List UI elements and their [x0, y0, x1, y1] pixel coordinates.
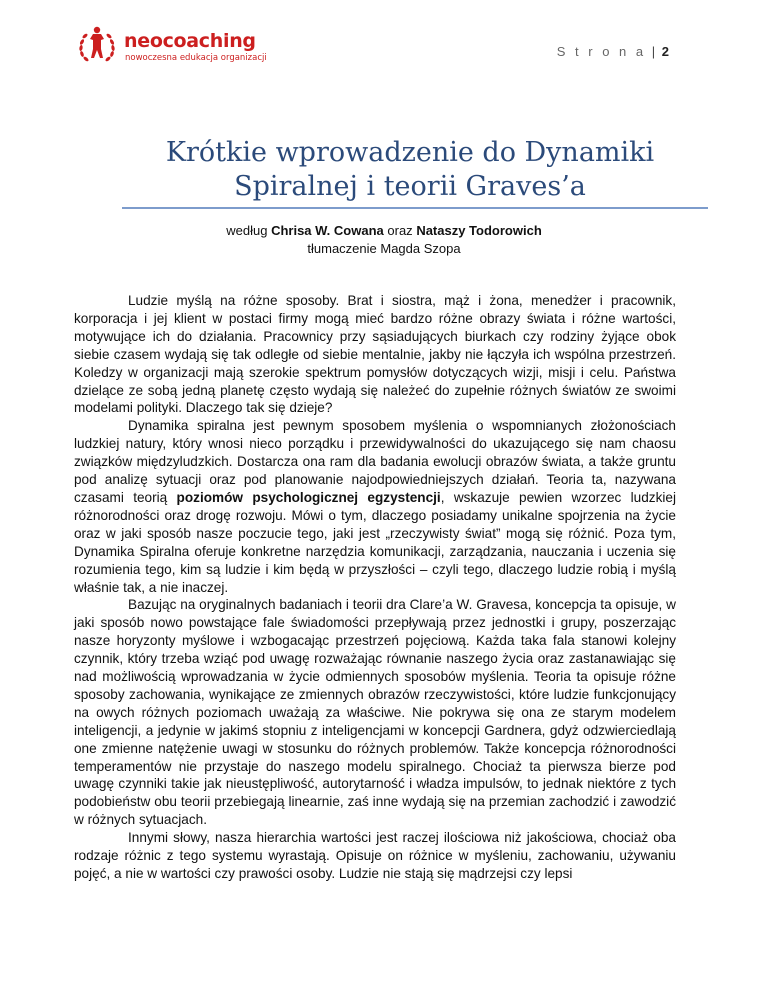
title-line-1: Krótkie wprowadzenie do Dynamiki [165, 137, 655, 168]
paragraph-2-text-a: Dynamika spiralna jest pewnym sposobem myślenia o wspomnianych złożonościach ludzkiej natury, który wnosi nieco porządku i przewidywalności do ukazującego się nam chaosu związków międzyludzkich. Dostarcza ona ram dla badania ewolucji obrazów świata, a także gruntu pod analizę sytuacji oraz pod planowanie najodpowiedniejszych działań. Teoria ta, nazywana czasami teorią [74, 418, 676, 505]
page-number: 2 [661, 44, 669, 59]
document-title [110, 136, 710, 204]
translator-line: tłumaczenie Magda Szopa [307, 241, 461, 256]
paragraph-2-bold-term: poziomów psychologicznej egzystencji [176, 489, 441, 505]
laurel-person-icon [74, 22, 120, 68]
page-separator: | [651, 44, 656, 59]
page-label: S t r o n a [556, 44, 647, 59]
paragraph-2-text-b: , wskazuje pewien wzorzec ludzkiej różnorodności oraz drogę rozwoju. Mówi o tym, dlaczego posiadamy unikalne spojrzenia na życie oraz w jaki sposób nasze poczucie tego, jaki jest „rzeczywisty świat” mogą się różnić. Poza tym, Dynamika Spiralna oferuje konkretne narzędzia komunikacji, zarządzania, nauczania i uczenia się rozumienia tego, kim są ludzie i kim będą w przyszłości – czyli tego, dlaczego ludzie robią i myślą właśnie tak, a nie inaczej. [74, 489, 676, 595]
byline-conjunction: oraz [387, 223, 413, 238]
brand-name: neocoaching [124, 30, 256, 52]
byline [0, 222, 768, 258]
brand-tagline: nowoczesna edukacja organizacji [125, 53, 267, 63]
authors-line [0, 222, 768, 240]
author-1: Chrisa W. Cowana [271, 223, 384, 238]
brand-logo [74, 22, 314, 68]
byline-prefix: według [226, 223, 268, 238]
author-2: Nataszy Todorowich [416, 223, 542, 238]
document-body [74, 292, 676, 883]
paragraph-3: Bazując na oryginalnych badaniach i teorii dra Clare’a W. Gravesa, koncepcja ta opisuje, w jaki sposób nowo powstające fale świadomości przepływają przez jednostki i grupy, poszerzając nasze horyzonty myślowe i wzbogacając przestrzeń pojęciową. Każda taka fala stanowi kolejny czynnik, który trzeba wziąć pod uwagę rozważając równanie naszego życia oraz zastanawiając się nad możliwością wprowadzania w życie odmiennych sposobów myślenia. Teoria ta opisuje różne sposoby zachowania, wynikające ze zmiennych obrazów rzeczywistości, które ludzie funkcjonujący na owych różnych poziomach uważają za właściwe. Nie pokrywa się ona ze starym modelem inteligencji, a jedynie w jakimś stopniu z inteligencjami w koncepcji Gardnera, gdyż odzwierciedlają one zmienne natężenie uwagi w stosunku do różnych problemów. Także koncepcja różnorodności temperamentów nie przystaje do naszego modelu spiralnego. Chociaż ta pierwsza bierze pod uwagę czynniki takie jak nieustępliwość, autorytarność i władza impulsów, to jednak niektóre z tych podobieństw obu teorii przebiegają linearnie, zaś inne wydają się na przemian zachodzić i zawodzić w różnych sytuacjach. [74, 597, 676, 828]
paragraph-1: Ludzie myślą na różne sposoby. Brat i siostra, mąż i żona, menedżer i pracownik, korporacja i jej klient w postaci firmy mogą mieć bardzo różne obrazy świata i różne wartości, motywujące ich do działania. Pracownicy przy sąsiadujących biurkach czy rodziny żyjące obok siebie czasem wydają się tak odległe od siebie mentalnie, jakby nie łączyła ich wspólna przestrzeń. Koledzy w organizacji mają szerokie spektrum pomysłów dotyczących wizji, misji i celu. Państwa dzielące ze sobą jedną planetę często wydają się należeć do zupełnie różnych światów ze swoimi modelami polityki. Dlaczego tak się dzieje? [74, 293, 676, 416]
title-underline [122, 207, 708, 209]
page-indicator [557, 44, 669, 59]
title-line-2: Spiralnej i teorii Graves’a [234, 171, 586, 202]
paragraph-2 [74, 417, 676, 596]
paragraph-4: Innymi słowy, nasza hierarchia wartości jest raczej ilościowa niż jakościowa, chociaż oba rodzaje różnic z tego systemu wyrastają. Opisuje on różnice w myśleniu, zachowaniu, używaniu pojęć, a nie w wartości czy prawości osoby. Ludzie nie stają się mądrzejsi czy lepsi [74, 830, 676, 881]
